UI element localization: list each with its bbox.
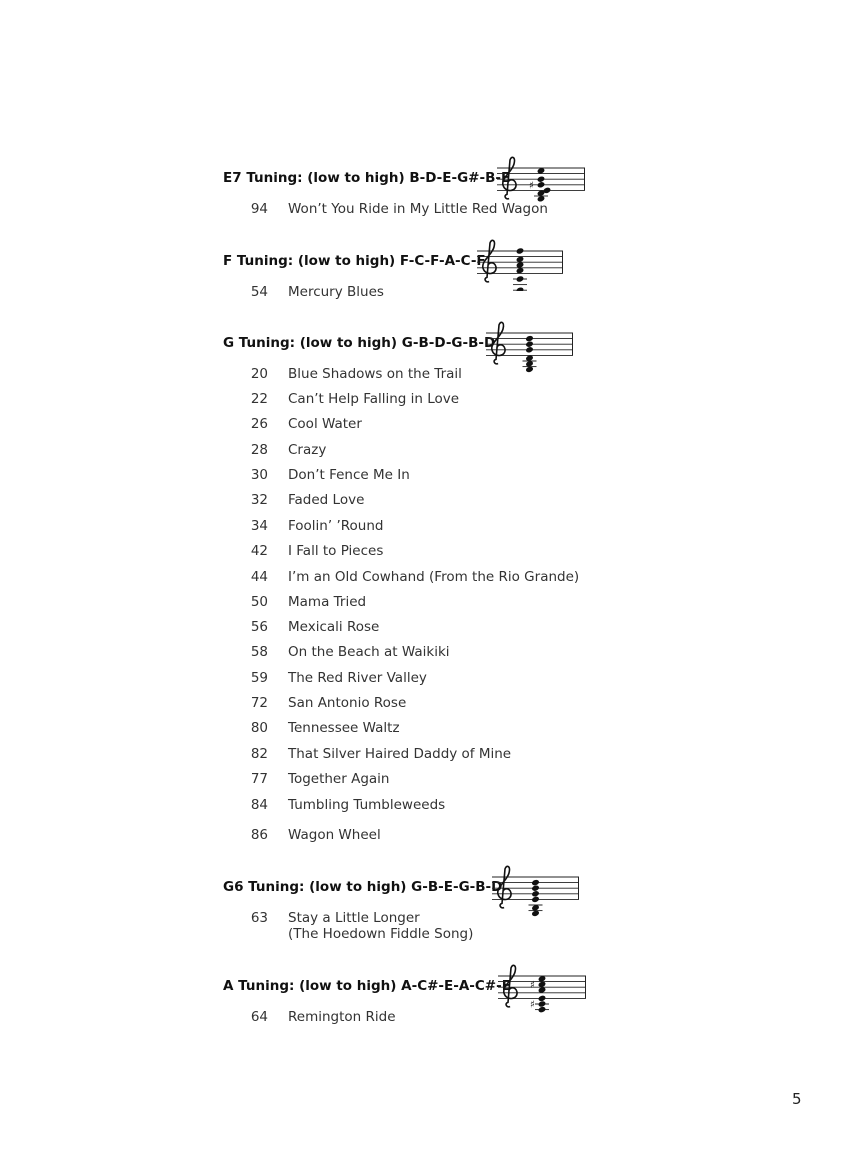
- song-title: Mexicali Rose: [288, 619, 380, 635]
- tuning-heading: F Tuning: (low to high) F-C-F-A-C-F: [223, 253, 486, 269]
- song-title: Remington Ride: [288, 1009, 396, 1025]
- treble-clef-icon: [503, 157, 516, 198]
- song-page-number: 86: [250, 827, 268, 843]
- song-page-number: 58: [250, 644, 268, 660]
- note-head: [531, 890, 540, 897]
- note-head: [531, 896, 540, 903]
- note-head: [516, 247, 525, 254]
- song-title: Don’t Fence Me In: [288, 467, 410, 483]
- song-page-number: 82: [250, 746, 268, 762]
- note-head: [538, 995, 547, 1002]
- treble-clef-icon: [483, 240, 496, 281]
- staff-notation: [498, 958, 586, 1016]
- sharp-icon: ♯: [530, 999, 535, 1011]
- song-title: Together Again: [288, 771, 390, 787]
- song-page-number: 84: [250, 797, 268, 813]
- song-title: Crazy: [288, 442, 327, 458]
- song-title: On the Beach at Waikiki: [288, 644, 450, 660]
- song-page-number: 94: [250, 201, 268, 217]
- song-page-number: 30: [250, 467, 268, 483]
- song-page-number: 28: [250, 442, 268, 458]
- treble-clef-icon: [504, 965, 517, 1006]
- song-title: Foolin’ ’Round: [288, 518, 384, 534]
- treble-clef-icon: [492, 322, 505, 363]
- song-title: Faded Love: [288, 492, 365, 508]
- song-page-number: 32: [250, 492, 268, 508]
- note-head: [531, 885, 540, 892]
- song-title: Won’t You Ride in My Little Red Wagon: [288, 201, 548, 217]
- note-head: [538, 1000, 547, 1007]
- song-title: The Red River Valley: [288, 670, 427, 686]
- song-title: Mercury Blues: [288, 284, 384, 300]
- song-title: I Fall to Pieces: [288, 543, 384, 559]
- note-head: [525, 335, 534, 342]
- note-head: [525, 341, 534, 348]
- song-page-number: 42: [250, 543, 268, 559]
- staff-notation: [486, 315, 573, 373]
- tuning-heading: G Tuning: (low to high) G-B-D-G-B-D: [223, 335, 496, 351]
- song-title: Cool Water: [288, 416, 362, 432]
- staff-notation: [492, 859, 579, 917]
- song-page-number: 59: [250, 670, 268, 686]
- note-head: [525, 346, 534, 353]
- song-title-line2: (The Hoedown Fiddle Song): [288, 926, 474, 942]
- song-page-number: 64: [250, 1009, 268, 1025]
- tuning-heading: G6 Tuning: (low to high) G-B-E-G-B-D: [223, 879, 503, 895]
- song-page-number: 80: [250, 720, 268, 736]
- song-title: Tumbling Tumbleweeds: [288, 797, 446, 813]
- song-title: Wagon Wheel: [288, 827, 381, 843]
- song-page-number: 77: [250, 771, 268, 787]
- song-title: Stay a Little Longer: [288, 910, 420, 926]
- tuning-heading: A Tuning: (low to high) A-C#-E-A-C#-E: [223, 978, 511, 994]
- song-title: Blue Shadows on the Trail: [288, 366, 462, 382]
- note-head: [537, 176, 546, 183]
- song-title: I’m an Old Cowhand (From the Rio Grande): [288, 569, 580, 585]
- song-page-number: 50: [250, 594, 268, 610]
- song-title: That Silver Haired Daddy of Mine: [288, 746, 512, 762]
- song-page-number: 56: [250, 619, 268, 635]
- sharp-icon: ♯: [530, 979, 535, 991]
- tuning-heading: E7 Tuning: (low to high) B-D-E-G#-B-E: [223, 170, 511, 186]
- note-head: [537, 181, 546, 188]
- page-number: 5: [792, 1090, 802, 1108]
- song-title: Mama Tried: [288, 594, 367, 610]
- staff-notation: [477, 233, 563, 291]
- note-head: [516, 287, 525, 292]
- song-page-number: 72: [250, 695, 268, 711]
- sharp-icon: ♯: [529, 180, 534, 192]
- song-page-number: 34: [250, 518, 268, 534]
- treble-clef-icon: [498, 866, 511, 907]
- note-head: [516, 275, 525, 282]
- song-page-number: 54: [250, 284, 268, 300]
- song-page-number: 63: [250, 910, 268, 926]
- song-page-number: 22: [250, 391, 268, 407]
- staff-notation: [497, 150, 585, 208]
- song-page-number: 44: [250, 569, 268, 585]
- song-title: Can’t Help Falling in Love: [288, 391, 460, 407]
- song-page-number: 20: [250, 366, 268, 382]
- song-title: San Antonio Rose: [288, 695, 407, 711]
- song-page-number: 26: [250, 416, 268, 432]
- note-head: [538, 1006, 547, 1013]
- song-title: Tennessee Waltz: [288, 720, 400, 736]
- note-head: [531, 879, 540, 886]
